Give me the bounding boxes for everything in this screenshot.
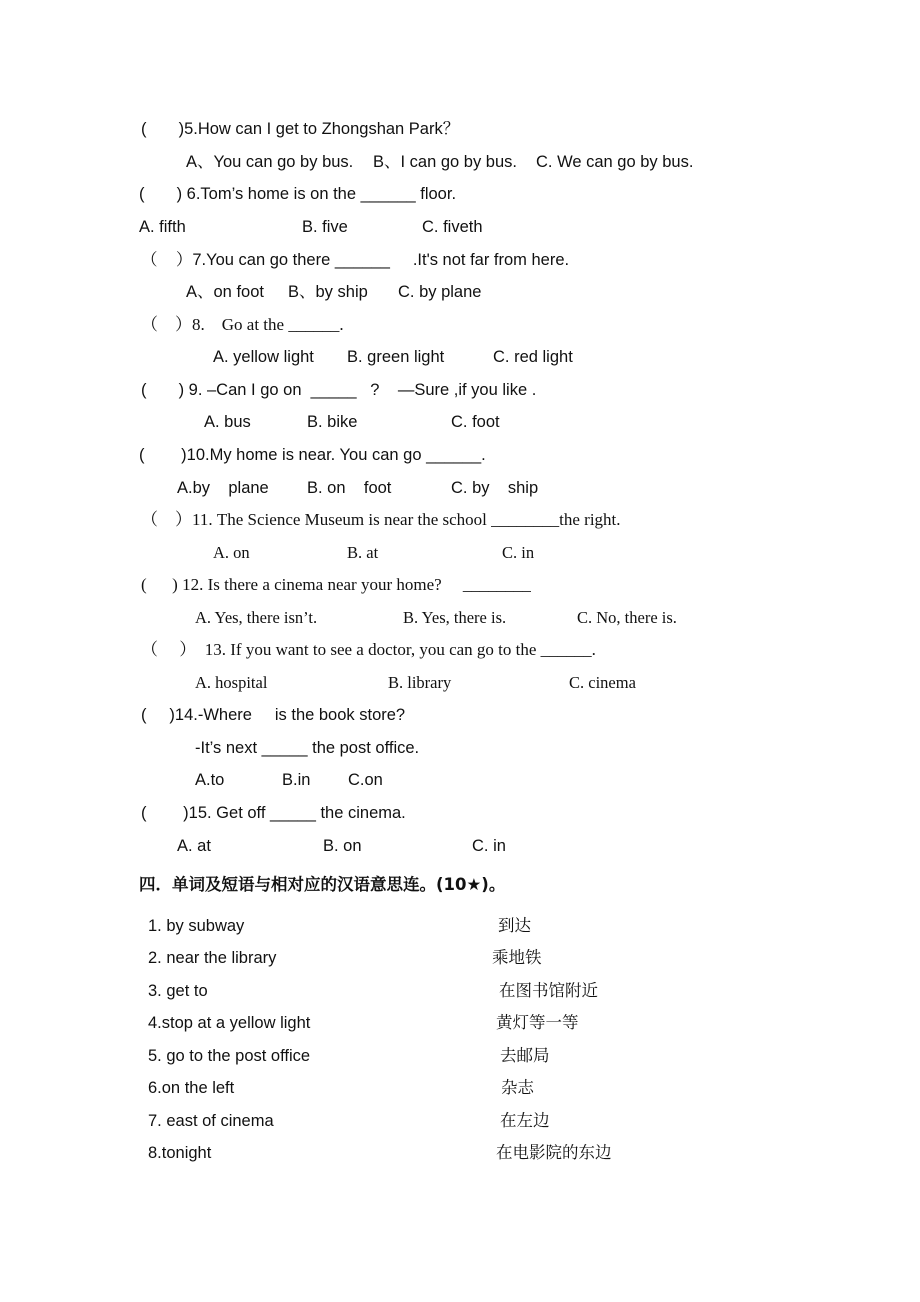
match-left-4: 4.stop at a yellow light [148,1014,311,1032]
q6-option-a: A. fifth [139,218,186,236]
q9-option-a: A. bus [204,413,251,431]
question-14: ( )14.-Where is the book store? [141,706,406,724]
q7-option-c: C. by plane [398,283,482,301]
question-10: ( )10.My home is near. You can go ______. [139,446,486,464]
q5-option-a: A、You can go by bus. [186,153,354,171]
question-7: （ ）7.You can go there ______ .It's not far from here. [141,251,570,269]
question-6: ( ) 6.Tom’s home is on the ______ floor. [139,185,457,203]
match-right-2: 乘地铁 [492,948,542,967]
question-9: ( ) 9. –Can I go on _____ ? —Sure ,if you like . [141,381,537,399]
q14-subline: -It’s next _____ the post office. [195,739,420,757]
q13-option-b: B. library [388,673,452,692]
q12-option-a: A. Yes, there isn’t. [195,608,318,627]
q14-option-a: A.to [195,771,225,789]
q7-option-b: B、by ship [288,283,368,301]
q6-option-c: C. fiveth [422,218,483,236]
match-right-4: 黄灯等一等 [496,1013,579,1032]
match-right-5: 去邮局 [500,1046,550,1065]
q11-option-c: C. in [502,543,535,562]
q8-option-b: B. green light [347,348,445,366]
match-right-7: 在左边 [500,1111,550,1130]
q15-option-b: B. on [323,837,362,855]
q10-option-a: A.by plane [177,479,269,497]
q8-option-a: A. yellow light [213,348,314,366]
q11-option-a: A. on [213,543,250,562]
question-8: （ ）8. Go at the ______. [141,315,344,334]
match-right-8: 在电影院的东边 [496,1143,612,1162]
match-right-1: 到达 [498,916,531,935]
match-left-8: 8.tonight [148,1144,212,1162]
q12-option-c: C. No, there is. [577,608,677,627]
q9-option-b: B. bike [307,413,358,431]
q13-option-a: A. hospital [195,673,268,692]
match-left-6: 6.on the left [148,1079,235,1097]
question-15: ( )15. Get off _____ the cinema. [141,804,406,822]
question-13: （ ） 13. If you want to see a doctor, you can go to the ______. [141,640,596,659]
q12-option-b: B. Yes, there is. [403,608,507,627]
q5-option-b: B、I can go by bus. [373,153,517,171]
q14-option-b: B.in [282,771,311,789]
match-left-1: 1. by subway [148,917,245,935]
question-11: （ ）11. The Science Museum is near the school ________the right. [141,510,621,529]
match-left-5: 5. go to the post office [148,1047,311,1065]
q6-option-b: B. five [302,218,348,236]
q9-option-c: C. foot [451,413,500,431]
match-left-3: 3. get to [148,982,208,1000]
match-right-3: 在图书馆附近 [499,981,598,1000]
question-5: ( )5.How can I get to Zhongshan Park？ [141,120,460,138]
q13-option-c: C. cinema [569,673,636,692]
question-12: ( ) 12. Is there a cinema near your home? ________ [141,575,531,594]
section-4-title: 四．单词及短语与相对应的汉语意思连。(10★)。 [139,875,506,894]
q8-option-c: C. red light [493,348,573,366]
match-right-6: 杂志 [501,1078,534,1097]
match-left-2: 2. near the library [148,949,277,967]
q10-option-c: C. by ship [451,479,539,497]
q14-option-c: C.on [348,771,383,789]
q5-option-c: C. We can go by bus. [536,153,694,171]
match-left-7: 7. east of cinema [148,1112,274,1130]
q10-option-b: B. on foot [307,479,392,497]
q15-option-a: A. at [177,837,211,855]
q15-option-c: C. in [472,837,506,855]
q11-option-b: B. at [347,543,379,562]
q7-option-a: A、on foot [186,283,264,301]
